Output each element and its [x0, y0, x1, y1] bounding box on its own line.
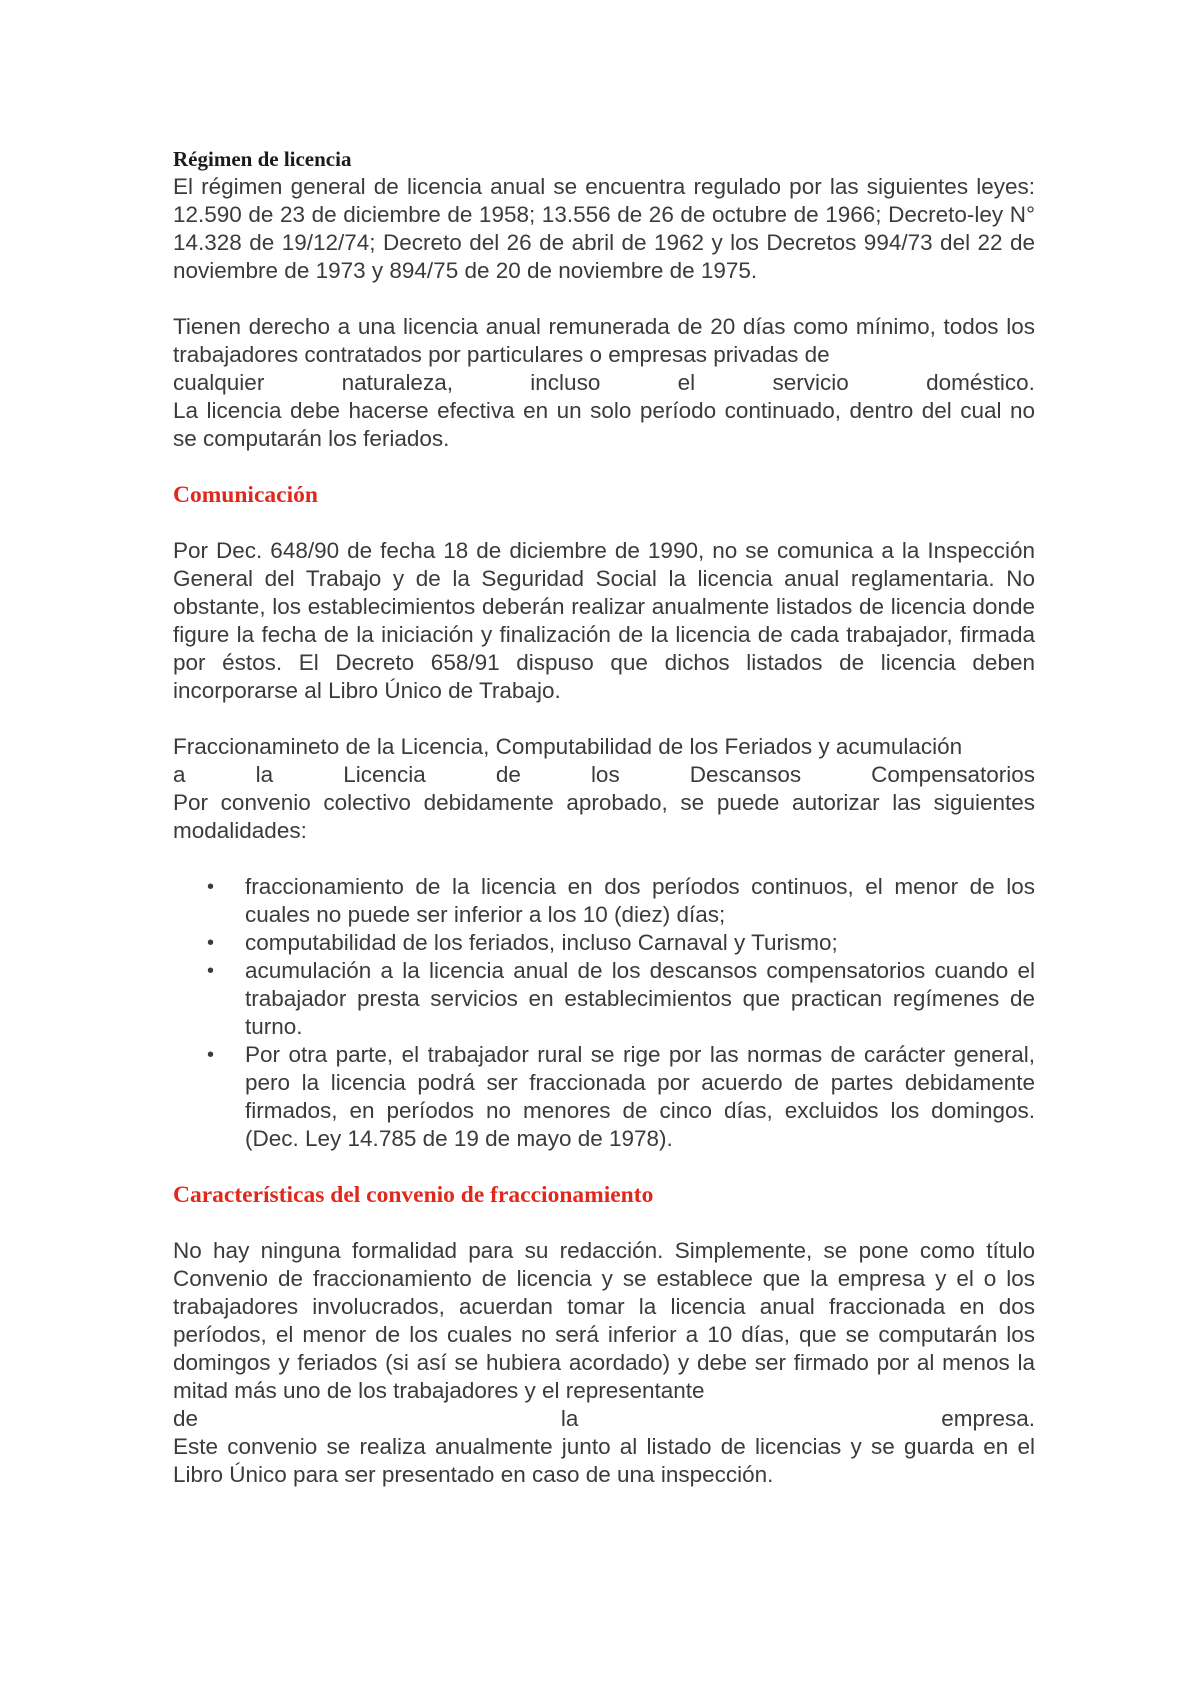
list-item: [173, 1041, 1035, 1153]
spread-word: doméstico.: [926, 370, 1035, 395]
intro-paragraph: El régimen general de licencia anual se encuentra regulado por las siguientes leyes: 12.590 de 23 de diciembre de 1958; 13.556 de 26 de octubre de 1966; Decreto-ley N° 14.328 de 19/12/74; Decreto del 26 de abril de 1962 y los Decretos 994/73 del 22 de noviembre de 1973 y 894/75 de 20 de noviembre de 1975.: [173, 174, 1035, 283]
spread-word: de: [173, 1406, 199, 1431]
bullet-icon: •: [207, 1044, 215, 1066]
characteristics-paragraph: No hay ninguna formalidad para su redacción. Simplemente, se pone como título Convenio de fraccionamiento de licencia y se establece que la empresa y el o los trabajadores involucrados, acuerdan tomar la licencia anual fraccionada en dos períodos, el menor de los cuales no será inferior a 10 días, que se computarán los domingos y feriados (si así se hubiera acordado) y debe ser firmado por al menos la mitad más uno de los trabajadores y el representante: [173, 1238, 1035, 1403]
section-title-caracteristicas: Características del convenio de fraccionamiento: [173, 1182, 654, 1208]
list-item-text: acumulación a la licencia anual de los descansos compensatorios cuando el trabajador presta servicios en establecimientos que practican regímenes de turno.: [245, 958, 1035, 1039]
bullet-icon: •: [207, 932, 215, 954]
characteristics-closing: Este convenio se realiza anualmente junto al listado de licencias y se guarda en el Libro Único para ser presentado en caso de una inspección.: [173, 1434, 1035, 1487]
spread-word: servicio: [772, 370, 849, 395]
fraction-paragraph: Por convenio colectivo debidamente aprobado, se puede autorizar las siguientes modalidades:: [173, 790, 1035, 843]
spread-word: Descansos: [689, 762, 802, 787]
spread-word: incluso: [530, 370, 601, 395]
rights-paragraph-line1: Tienen derecho a una licencia anual remunerada de 20 días como mínimo, todos los trabajadores contratados por particulares o empresas privadas de: [173, 314, 1035, 367]
spread-word: el: [677, 370, 696, 395]
spread-word: cualquier: [173, 370, 265, 395]
heading-regimen: Régimen de licencia: [173, 147, 352, 171]
spread-word: los: [590, 762, 620, 787]
list-item-text: computabilidad de los feriados, incluso Carnaval y Turismo;: [245, 930, 838, 955]
list-item: [173, 957, 1035, 1041]
spread-word: Licencia: [343, 762, 426, 787]
spread-word: naturaleza,: [341, 370, 453, 395]
rights-spread-line: [173, 369, 1035, 397]
bullet-icon: •: [207, 876, 215, 898]
fraction-line1: Fraccionamineto de la Licencia, Computabilidad de los Feriados y acumulación: [173, 734, 963, 759]
spread-word: empresa.: [941, 1406, 1035, 1431]
spread-word: la: [255, 762, 274, 787]
section-title-comunicacion: Comunicación: [173, 482, 318, 508]
characteristics-spread-line: [173, 1405, 1035, 1433]
list-item: [173, 873, 1035, 929]
spread-word: la: [560, 1406, 579, 1431]
spread-word: a: [173, 762, 186, 787]
list-item: [173, 929, 1035, 957]
spread-word: Compensatorios: [871, 762, 1035, 787]
list-item-text: fraccionamiento de la licencia en dos períodos continuos, el menor de los cuales no puede ser inferior a los 10 (diez) días;: [245, 874, 1035, 927]
bullet-icon: •: [207, 960, 215, 982]
fraction-spread-line: [173, 761, 1035, 789]
modalities-list: [173, 873, 1035, 1153]
communication-paragraph: Por Dec. 648/90 de fecha 18 de diciembre de 1990, no se comunica a la Inspección General del Trabajo y de la Seguridad Social la licencia anual reglamentaria. No obstante, los establecimientos deberán realizar anualmente listados de licencia donde figure la fecha de la iniciación y finalización de la licencia de cada trabajador, firmada por éstos. El Decreto 658/91 dispuso que dichos listados de licencia deben incorporarse al Libro Único de Trabajo.: [173, 538, 1035, 703]
document-page: [173, 145, 1035, 1489]
rights-paragraph-line2: La licencia debe hacerse efectiva en un solo período continuado, dentro del cual no se computarán los feriados.: [173, 398, 1035, 451]
spread-word: de: [495, 762, 521, 787]
list-item-text: Por otra parte, el trabajador rural se rige por las normas de carácter general, pero la licencia podrá ser fraccionada por acuerdo de partes debidamente firmados, en períodos no menores de cinco días, excluidos los domingos. (Dec. Ley 14.785 de 19 de mayo de 1978).: [245, 1042, 1035, 1151]
